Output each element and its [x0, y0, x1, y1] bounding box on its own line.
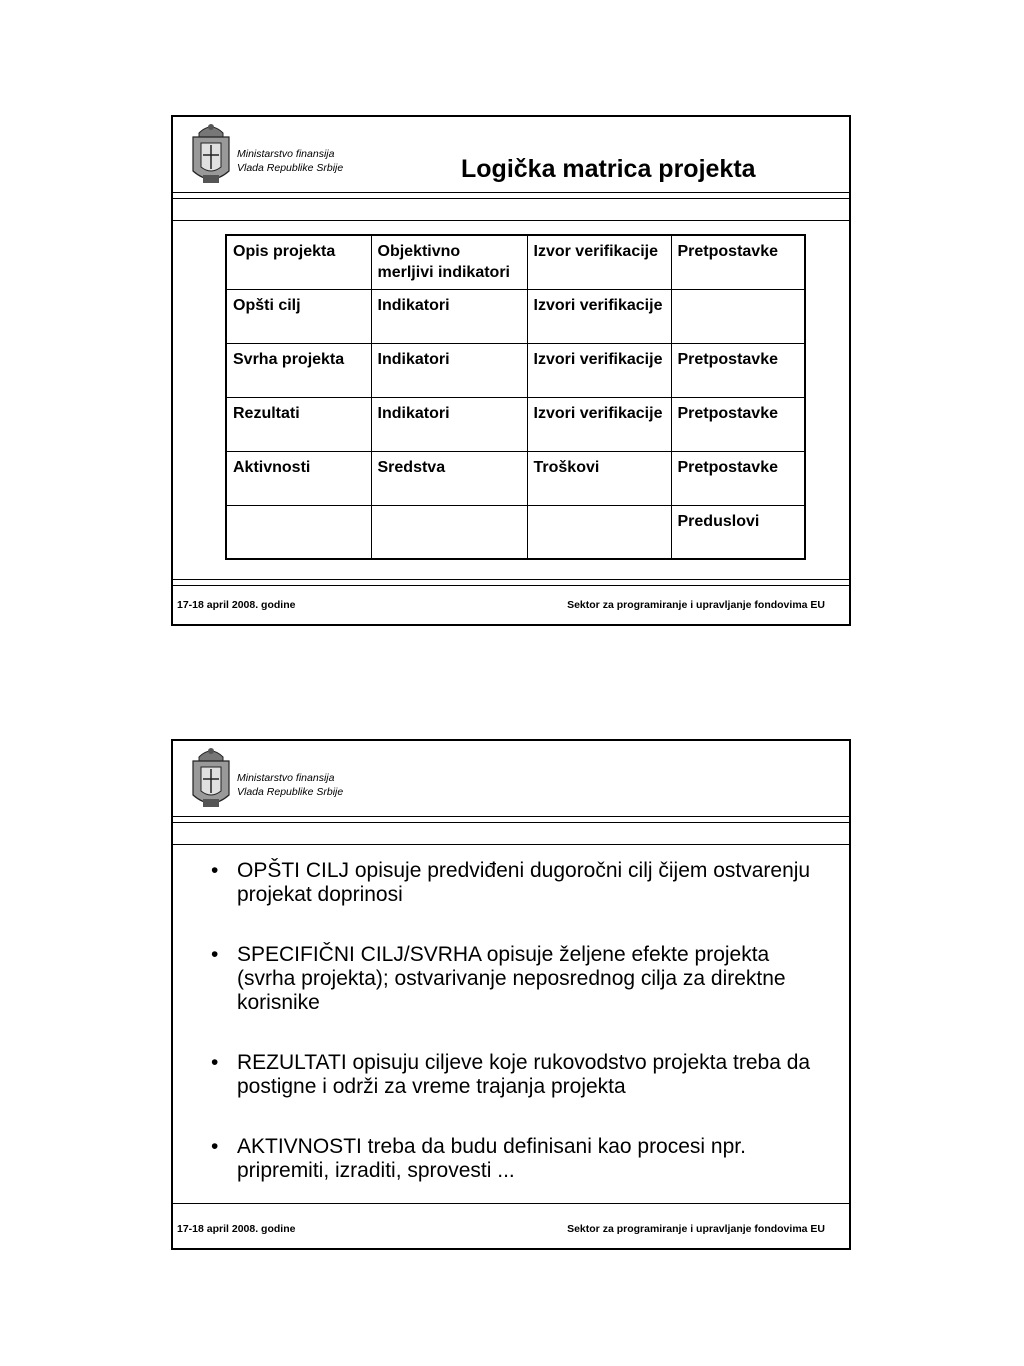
header-divider — [173, 822, 849, 823]
header-divider — [173, 816, 849, 817]
org-line-2: Vlada Republike Srbije — [237, 786, 344, 798]
header-divider — [173, 192, 849, 193]
table-cell: Pretpostavke — [671, 235, 805, 289]
table-row — [226, 505, 805, 559]
footer-sector: Sektor za programiranje i upravljanje fondovima EU — [567, 1223, 825, 1235]
table-cell — [371, 505, 527, 559]
footer-divider — [173, 585, 849, 586]
table-row — [226, 397, 805, 451]
bullet-list — [207, 859, 827, 1219]
table-cell: Aktivnosti — [226, 451, 371, 505]
table-cell: Rezultati — [226, 397, 371, 451]
footer-date: 17-18 april 2008. godine — [177, 1223, 296, 1235]
table-cell — [226, 505, 371, 559]
org-line-2: Vlada Republike Srbije — [237, 162, 344, 174]
table-cell: Preduslovi — [671, 505, 805, 559]
table-cell: Objektivno merljivi indikatori — [371, 235, 527, 289]
footer-date: 17-18 april 2008. godine — [177, 599, 296, 611]
coat-of-arms-icon — [189, 119, 233, 189]
organization-name — [237, 147, 343, 175]
table-row — [226, 235, 805, 289]
org-line-1: Ministarstvo finansija — [237, 148, 335, 160]
organization-name — [237, 771, 343, 799]
slide-2 — [171, 739, 851, 1250]
table-cell: Izvori verifikacije — [527, 397, 671, 451]
slide-1 — [171, 115, 851, 626]
table-cell — [527, 505, 671, 559]
table-cell: Pretpostavke — [671, 397, 805, 451]
table-cell: Izvori verifikacije — [527, 289, 671, 343]
table-cell: Svrha projekta — [226, 343, 371, 397]
table-cell: Indikatori — [371, 289, 527, 343]
bullet-item: • REZULTATI opisuju ciljeve koje rukovodstvo projekta treba da postigne i održi za vreme trajanja projekta — [207, 1051, 827, 1099]
footer-divider — [173, 579, 849, 580]
table-cell: Izvori verifikacije — [527, 343, 671, 397]
bullet-item: • OPŠTI CILJ opisuje predviđeni dugoročni cilj čijem ostvarenju projekat doprinosi — [207, 859, 827, 907]
table-cell: Pretpostavke — [671, 451, 805, 505]
table-cell — [671, 289, 805, 343]
table-cell: Troškovi — [527, 451, 671, 505]
bullet-item: • AKTIVNOSTI treba da budu definisani kao procesi npr. pripremiti, izraditi, sprovesti ... — [207, 1135, 827, 1183]
slide-title: Logička matrica projekta — [461, 155, 756, 183]
header-divider — [173, 220, 849, 221]
footer-sector: Sektor za programiranje i upravljanje fondovima EU — [567, 599, 825, 611]
table-cell: Sredstva — [371, 451, 527, 505]
table-row — [226, 451, 805, 505]
table-row — [226, 289, 805, 343]
table-row — [226, 343, 805, 397]
header-divider — [173, 844, 849, 845]
org-line-1: Ministarstvo finansija — [237, 772, 335, 784]
table-cell: Izvor verifikacije — [527, 235, 671, 289]
table-cell: Indikatori — [371, 397, 527, 451]
table-cell: Opis projekta — [226, 235, 371, 289]
logical-matrix-table — [225, 234, 806, 560]
bullet-item: • SPECIFIČNI CILJ/SVRHA opisuje željene efekte projekta (svrha projekta); ostvarivanje neposrednog cilja za direktne korisnike — [207, 943, 827, 1015]
coat-of-arms-icon — [189, 743, 233, 813]
header-divider — [173, 198, 849, 199]
table-cell: Indikatori — [371, 343, 527, 397]
footer-divider — [173, 1203, 849, 1204]
table-cell: Pretpostavke — [671, 343, 805, 397]
table-cell: Opšti cilj — [226, 289, 371, 343]
